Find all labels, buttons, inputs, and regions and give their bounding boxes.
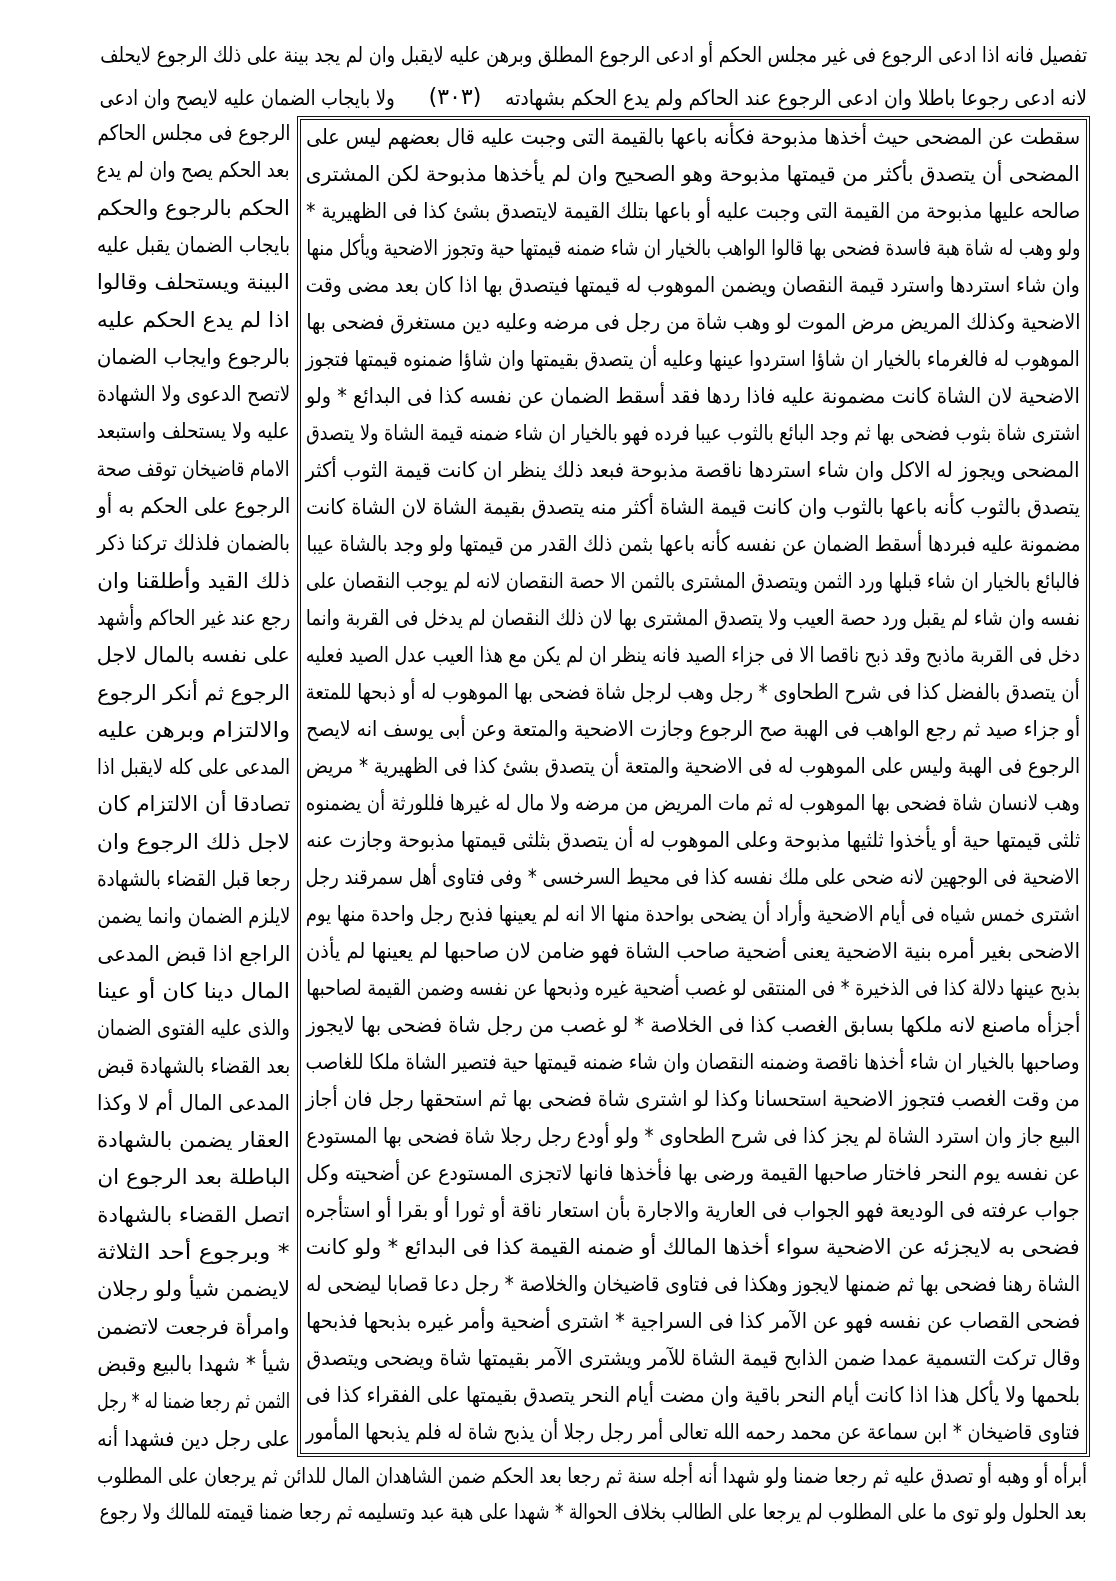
main-line-text: وصاحبها بالخيار ان شاء أخذها ناقصة وضمنه النقصان وان شاء ضمنه قيمتها حية فتصير الشاة ملكا للغاصب	[306, 1050, 1080, 1074]
main-line-text: مضمونة عليه فبردها أسقط الضمان عن نفسه كأنه باعها بثمن ذلك القدر من قيمتها ولو وجد بالشاة عيبا	[306, 532, 1080, 556]
main-line-text: اشترى خمس شياه فى أيام الاضحية وأراد أن يضحى بواحدة منها الا انه لم يعينها فذبح رجل واحدة منها يوم	[306, 902, 1080, 926]
main-line-text: بلحمها ولا يأكل هذا اذا كانت أيام النحر باقية وان مضت أيام النحر يتصدق بقيمتها على الفقراء كذا فى	[306, 1383, 1080, 1407]
main-line-text: اشترى شاة بثوب فضحى بها ثم وجد البائع بالثوب عيبا فرده فهو بالخيار ان شاء ضمنه قيمة الشاة ولا يتصدق	[305, 421, 1080, 445]
main-line	[306, 786, 1080, 820]
margin-line-text: بايجاب الضمان يقبل عليه	[96, 232, 290, 257]
margin-line-text: وامرأة فرجعت لاتضمن	[97, 1314, 290, 1339]
main-line-text: أو جزاء صيد ثم رجع الواهب فى الهبة صح الرجوع وجازت الاضحية والمتعة وعن أبى يوسف انه لايصح	[306, 717, 1080, 741]
main-line	[306, 1378, 1080, 1412]
main-line	[306, 934, 1080, 968]
margin-line-text: الراجع اذا قبض المدعى	[97, 941, 290, 966]
main-line	[306, 1082, 1080, 1116]
main-line-text: الاضحية وكذلك المريض مرض الموت لو وهب شاة من رجل فى مرضه وعليه دين مستغرق فضحى بها	[306, 310, 1080, 334]
main-line-text: الرجوع فى الهبة وليس على الموهوب له فى الاضحية والمتعة أن يتصدق بشئ كذا فى الظهيرية * مريض	[306, 754, 1080, 778]
margin-line	[97, 825, 290, 859]
margin-line-text: رجع عند غير الحاكم وأشهد	[96, 605, 290, 630]
main-line	[306, 675, 1080, 709]
main-line	[306, 1230, 1080, 1264]
header-line-2-right-text: لانه ادعى رجوعا باطلا وان ادعى الرجوع عند الحاكم ولم يدع الحكم بشهادته	[505, 86, 1087, 110]
margin-line	[97, 1235, 290, 1269]
margin-line-text: اذا لم يدع الحكم عليه	[96, 307, 290, 332]
margin-line-text: المال دينا كان أو عينا	[96, 978, 290, 1003]
margin-line	[97, 601, 290, 635]
main-line	[306, 305, 1080, 339]
main-line-text: دخل فى القربة ماذبح وقد ذبح ناقصا الا فى جزاء الصيد فانه ينظر ان لم يكن مع هذا العيب عدل الصيد فعليه	[306, 643, 1080, 667]
margin-line-text: الرجوع على الحكم به أو	[96, 494, 290, 518]
margin-line-text: العقار يضمن بالشهادة	[97, 1128, 290, 1153]
footer-line-2-text: بعد الحلول ولو توى ما على المطلوب لم يرجعا على الطالب بخلاف الحوالة * شهدا على هبة عبد وتسليمه ثم رجعا ضمنا قيمته للمالك ولا رجوع	[100, 1500, 1087, 1524]
main-line-text: الموهوب له فالغرماء بالخيار ان شاؤا استردوا عينها وعليه أن يتصدق بقيمتها وان شاؤا ضمنوه قيمتها فتجوز	[305, 347, 1080, 371]
main-line-text: يتصدق بالثوب كأنه باعها بالثوب وان كانت قيمة الشاة أكثر منه يتصدق بقيمة الشاة لان الشاة كانت	[306, 495, 1080, 519]
main-line-text: سقطت عن المضحى حيث أخذها مذبوحة فكأنه باعها بالقيمة التى وجبت عليه قال بعضهم ليس على	[306, 125, 1080, 149]
margin-line	[97, 1422, 290, 1456]
main-line	[306, 342, 1080, 376]
margin-line	[97, 899, 290, 933]
main-line	[306, 1008, 1080, 1042]
main-line	[306, 1156, 1080, 1190]
main-line	[306, 897, 1080, 931]
page-number: (٣٠٣)	[428, 85, 482, 110]
margin-line	[97, 1272, 290, 1306]
margin-line	[97, 191, 290, 225]
margin-line-text: الامام قاضيخان توقف صحة	[97, 456, 290, 481]
main-line	[306, 194, 1080, 228]
margin-line	[97, 1384, 290, 1418]
main-line	[306, 1415, 1080, 1449]
margin-line	[97, 228, 290, 262]
main-line-text: بذبح عينها دلالة كذا فى الذخيرة * فى المنتقى لو غصب أضحية غيره وذبحها عن نفسه وضمن القيمة لصاحبها	[305, 976, 1080, 1000]
main-line-text: المضحى ويجوز له الاكل وان شاء استردها ناقصة مذبوحة فبعد ذلك ينظر ان كانت قيمة الثوب أكثر	[306, 458, 1080, 482]
margin-line-text: بعد الحكم يصح وان لم يدع	[96, 158, 290, 183]
margin-line-text: بالرجوع وايجاب الضمان	[96, 344, 290, 369]
main-line	[306, 490, 1080, 524]
main-line	[306, 157, 1080, 191]
margin-line-text: ذلك القيد وأطلقنا وان	[96, 568, 290, 593]
main-line	[306, 1341, 1080, 1375]
margin-line-text: تصادقا أن الالتزام كان	[97, 792, 290, 817]
header-line-1	[100, 38, 1087, 72]
main-line-text: وهب لانسان شاة فضحى بها الموهوب له ثم مات المريض من مرضه ولا مال له غيرها فللورثة أن يضمنوه	[306, 791, 1080, 815]
margin-line-text: المدعى المال أم لا وكذا	[96, 1090, 290, 1115]
main-line-text: أن يتصدق بالفضل كذا فى شرح الطحاوى * رجل وهب لرجل شاة فضحى بها الموهوب له أو ذبحها للمتعة	[305, 680, 1080, 704]
header-line-2-left-text: ولا بايجاب الضمان عليه لايصح وان ادعى	[100, 86, 395, 110]
margin-line	[97, 340, 290, 374]
margin-line	[97, 153, 290, 187]
margin-line	[97, 1123, 290, 1157]
main-line	[306, 564, 1080, 598]
header-line-2-right	[505, 81, 1087, 115]
main-line	[306, 120, 1080, 154]
margin-line	[97, 937, 290, 971]
margin-line	[97, 1011, 290, 1045]
margin-line-text: على رجل دين فشهدا أنه	[97, 1426, 290, 1451]
main-line	[306, 823, 1080, 857]
main-line-text: فضحى به لايجزئه عن الاضحية سواء أخذها المالك أو ضمنه القيمة كذا فى البدائع * ولو كانت	[305, 1235, 1080, 1259]
margin-line	[97, 452, 290, 486]
margin-line	[97, 489, 290, 523]
footer-line-1-text: أبرأه أو وهبه أو تصدق عليه ثم رجعا ضمنا ولو شهدا أنه أجله سنة ثم رجعا بعد الحكم ضمن الشاهدان المال للدائن ثم يرجعان على المطلوب	[96, 1464, 1087, 1488]
main-line-text: البيع جاز وان استرد الشاة لم يجز كذا فى شرح الطحاوى * ولو أودع رجل رجلا شاة فضحى بها المستودع	[306, 1124, 1080, 1148]
margin-line	[97, 750, 290, 784]
main-line	[306, 1267, 1080, 1301]
margin-line-text: اتصل القضاء بالشهادة	[97, 1202, 290, 1227]
margin-line-text: عليه ولا يستحلف واستبعد	[96, 419, 290, 444]
main-line-text: فتاوى قاضيخان * ابن سماعة عن محمد رحمه الله تعالى أمر رجل رجلا أن يذبح شاة له فلم يذبحها المأمور	[305, 1420, 1080, 1444]
footer-line-1	[97, 1459, 1087, 1493]
margin-line	[97, 974, 290, 1008]
margin-line-text: لايلزم الضمان وانما يضمن	[96, 904, 290, 929]
main-line-text: الاضحى بغير أمره بنية الاضحية يعنى أضحية صاحب الشاة فهو ضامن لان صاحبها لم يعينها لم يأذن	[305, 939, 1080, 963]
main-line	[306, 379, 1080, 413]
margin-line	[97, 414, 290, 448]
margin-line-text: على نفسه بالمال لاجل	[96, 643, 290, 668]
header-line-1-text: تفصيل فانه اذا ادعى الرجوع فى غير مجلس الحكم أو ادعى الرجوع المطلق وبرهن عليه لايقبل وان لم يجد بينة على ذلك الرجوع لايحلف	[100, 43, 1087, 67]
main-line-text: فالبائع بالخيار ان شاء قبلها ورد الثمن ويتصدق المشترى بالثمن الا حصة النقصان لانه لم يوجب النقصان على	[305, 569, 1080, 593]
margin-line	[97, 676, 290, 710]
margin-line-text: الرجوع ثم أنكر الرجوع	[97, 680, 290, 705]
main-line	[306, 453, 1080, 487]
main-line	[306, 231, 1080, 265]
main-line	[306, 1045, 1080, 1079]
main-line	[306, 416, 1080, 450]
header-line-2-left	[100, 81, 395, 115]
margin-line	[97, 787, 290, 821]
margin-line	[97, 1310, 290, 1344]
margin-line	[97, 564, 290, 598]
margin-line-text: شيأ * شهدا بالبيع وقبض	[97, 1351, 290, 1376]
margin-line-text: الرجوع فى مجلس الحاكم	[96, 121, 290, 145]
margin-line	[97, 713, 290, 747]
margin-line	[97, 116, 290, 150]
margin-line-text: الثمن ثم رجعا ضمنا له * رجل	[97, 1389, 290, 1414]
margin-line	[97, 638, 290, 672]
main-line-text: أجزأه ماصنع لانه ملكها بسابق الغصب كذا فى الخلاصة * لو غصب من رجل شاة فضحى بها لايجوز	[305, 1013, 1080, 1037]
margin-line	[97, 1049, 290, 1083]
main-line-text: الاضحية فى الوجهين لانه ضحى على ملك نفسه كذا فى محيط السرخسى * وفى فتاوى أهل سمرقند رجل	[306, 865, 1080, 889]
main-line-text: المضحى أن يتصدق بأكثر من قيمتها مذبوحة وهو الصحيح وان لم يأخذها مذبوحة لكن المشترى	[306, 162, 1080, 186]
main-line	[306, 268, 1080, 302]
margin-line-text: البينة ويستحلف وقالوا	[96, 270, 290, 295]
main-line-text: من وقت الغصب فتجوز الاضحية استحسانا وكذا لو اشترى شاة فضحى بها ثم استحقها رجل فان أجاز	[305, 1087, 1080, 1111]
main-line	[306, 712, 1080, 746]
margin-line-text: المدعى على كله لايقبل اذا	[96, 755, 290, 780]
margin-line-text: لاتصح الدعوى ولا الشهادة	[96, 382, 290, 407]
margin-line	[97, 1160, 290, 1194]
main-line	[306, 1193, 1080, 1227]
margin-line	[97, 1198, 290, 1232]
main-line	[306, 971, 1080, 1005]
main-line-text: الشاة رهنا فضحى بها ثم ضمنها لايجوز وهكذا فى فتاوى قاضيخان والخلاصة * رجل دعا قصابا ليضحى له	[306, 1272, 1080, 1296]
margin-line-text: الحكم بالرجوع والحكم	[96, 195, 290, 220]
margin-line	[97, 303, 290, 337]
margin-line-text: لاجل ذلك الرجوع وان	[96, 829, 290, 854]
main-line	[306, 527, 1080, 561]
margin-line-text: بعد القضاء بالشهادة قبض	[96, 1053, 290, 1078]
main-line	[306, 1304, 1080, 1338]
main-line	[306, 638, 1080, 672]
main-line-text: ولو وهب له شاة هبة فاسدة فضحى بها قالوا الواهب بالخيار ان شاء ضمنه قيمتها حية وتجوز الاضحية ويأكل منها	[305, 236, 1080, 260]
margin-line-text: بالضمان فلذلك تركنا ذكر	[97, 531, 290, 556]
main-line-text: جواب عرفته فى الوديعة فهو الجواب فى العارية والاجارة بأن استعار ناقة أو ثورا أو بقرا أو استأجره	[305, 1198, 1080, 1222]
main-line-text: فضحى القصاب عن نفسه فهو عن الآمر كذا فى السراجية * اشترى أضحية وأمر غيره بذبحها فذبحها	[306, 1309, 1080, 1333]
margin-line	[97, 1347, 290, 1381]
margin-line	[97, 265, 290, 299]
main-line-text: وقال تركت التسمية عمدا ضمن الذابح قيمة الشاة للآمر ويشترى الآمر بقيمتها شاة ويضحى ويتصدق	[306, 1346, 1080, 1370]
main-line	[306, 601, 1080, 635]
margin-line-text: رجعا قبل القضاء بالشهادة	[97, 867, 290, 891]
main-line-text: ثلثى قيمتها حية أو يأخذوا ثلثيها مذبوحة وعلى الموهوب له أن يتصدق بثلثى قيمتها مذبوحة وجازت عنه	[306, 828, 1080, 852]
margin-line-text: الباطلة بعد الرجوع ان	[97, 1165, 290, 1190]
main-line	[306, 749, 1080, 783]
main-line-text: عن نفسه يوم النحر فاختار صاحبها القيمة ورضى بها فأخذها فانها لاتجزى المستودع عن أضحيته وكل	[305, 1161, 1080, 1185]
margin-line-text: لايضمن شيأ ولو رجلان	[96, 1277, 290, 1302]
main-line	[306, 860, 1080, 894]
main-line-text: صالحه عليها مذبوحة من القيمة التى وجبت عليه أو باعها بتلك القيمة لايتصدق بشئ كذا فى الظهيرية *	[306, 199, 1080, 223]
margin-line	[97, 862, 290, 896]
margin-line	[97, 1086, 290, 1120]
margin-line-text: * وبرجوع أحد الثلاثة	[97, 1240, 290, 1264]
main-line-text: وان شاء استردها واسترد قيمة النقصان ويضمن الموهوب له قيمتها فيتصدق بها اذا كان بعد مضى وقت	[305, 273, 1080, 297]
margin-line	[97, 526, 290, 560]
margin-line	[97, 377, 290, 411]
margin-line-text: والذى عليه الفتوى الضمان	[97, 1016, 290, 1041]
margin-line-text: والالتزام وبرهن عليه	[97, 717, 290, 742]
main-line	[306, 1119, 1080, 1153]
footer-line-2	[100, 1495, 1087, 1529]
main-line-text: نفسه وان شاء لم يقبل ورد حصة العيب ولا يتصدق المشترى بها لان ذلك النقصان لم يدخل فى القربة وانما	[305, 606, 1080, 630]
main-line-text: الاضحية لان الشاة كانت مضمونة عليه فاذا ردها فقد أسقط الضمان عن نفسه كذا فى البدائع * ولو	[306, 384, 1080, 408]
